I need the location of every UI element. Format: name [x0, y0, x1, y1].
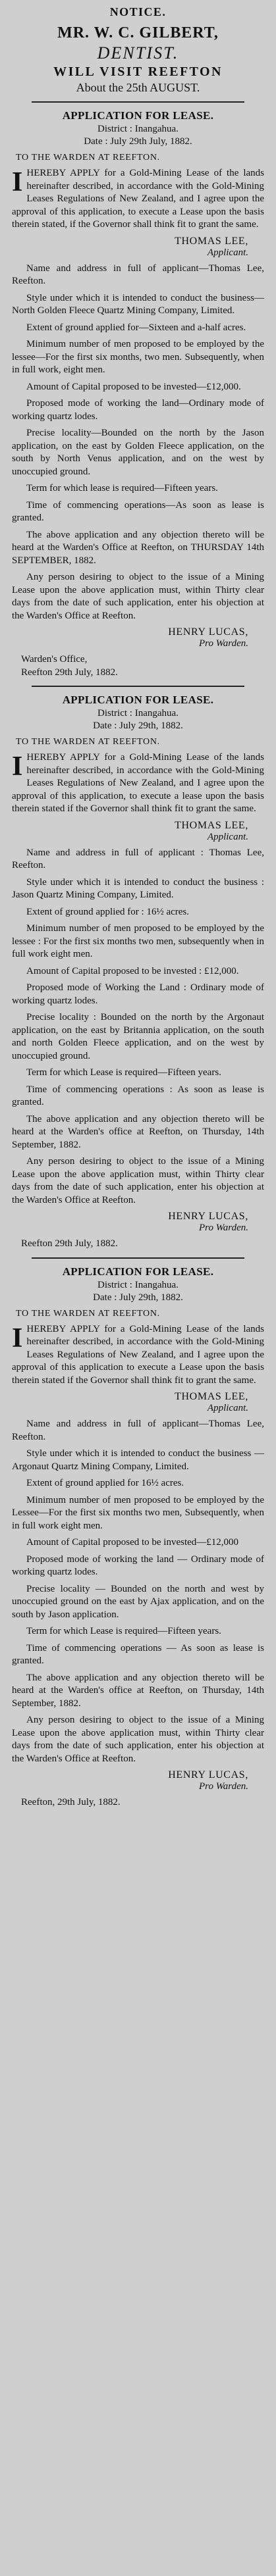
ad-title: APPLICATION FOR LEASE. [62, 109, 214, 122]
dentist-notice [12, 5, 264, 95]
notice-heading: NOTICE. [109, 5, 167, 18]
applicant-role: Applicant. [207, 831, 248, 842]
drop-cap: I [12, 167, 23, 197]
lease-application-1 [12, 109, 264, 679]
ad-date: Date : July 29th July, 1882. [84, 136, 192, 147]
ad-paragraph: The above application and any objection thereto will be heard at the Warden's office at Reefton, on Thursday, 14th September, 1882. [12, 1672, 264, 1709]
visit-line: WILL VISIT REEFTON [53, 64, 223, 79]
ad-date: Date : July 29th, 1882. [93, 720, 183, 731]
visit-date: About the 25th AUGUST. [76, 81, 200, 94]
lease-application-2 [12, 694, 264, 1251]
ad-paragraph: The above application and any objection thereto will be heard at the Warden's Office at Reefton, on THURSDAY 14th SEPTEMBER, 1882. [12, 529, 264, 566]
lease-application-3 [12, 1265, 264, 1809]
drop-cap: I [12, 1323, 23, 1353]
ad-paragraph: Any person desiring to object to the issue of a Mining Lease upon the above application must, within Thirty clear days from the date of such application, enter his objection at the Warden's Office at Reefton. [12, 1715, 264, 1764]
ad-title: APPLICATION FOR LEASE. [62, 694, 214, 706]
applicant-signature: THOMAS LEE, [175, 235, 248, 247]
divider [32, 686, 244, 687]
drop-cap: I [12, 751, 23, 782]
office-date: Reefton, 29th July, 1882. [21, 1797, 121, 1807]
ad-paragraph: Name and address in full of applicant—Thomas Lee, Reefton. [12, 1419, 264, 1442]
ad-paragraph: Style under which it is intended to conduct the business—North Golden Fleece Quartz Mining Company, Limited. [12, 292, 264, 316]
ad-addressee: TO THE WARDEN AT REEFTON. [16, 1308, 160, 1319]
ad-paragraph: HEREBY APPLY for a Gold-Mining Lease of the lands hereinafter described, in accordance with the Gold-Mining Leases Regulations of New Zealand, and I agree upon the approval of this application, to execute a lease upon the basis therein stated if the Governor shall think fit to grant the same. [12, 752, 264, 814]
warden-role: Pro Warden. [199, 638, 248, 649]
ad-paragraph: Extent of ground applied for—Sixteen and a-half acres. [26, 322, 246, 333]
ad-paragraph: Extent of ground applied for : 16½ acres. [26, 906, 190, 917]
divider [32, 101, 244, 103]
ad-paragraph: Term for which Lease is required—Fifteen years. [26, 1626, 221, 1636]
ad-paragraph: Minimum number of men proposed to be employed by the lessee—For the first six months, two men. Subsequently, when in full work, eight men. [12, 339, 264, 375]
applicant-role: Applicant. [207, 1403, 248, 1413]
warden-role: Pro Warden. [199, 1223, 248, 1233]
warden-signature: HENRY LUCAS, [168, 1769, 248, 1780]
ad-district: District : Inangahua. [97, 124, 179, 134]
ad-body-opening [12, 1323, 264, 1388]
ad-paragraph: Precise locality — Bounded on the north and west by unoccupied ground on the east by Ajax application, and on the south by Jason application. [12, 1583, 264, 1620]
dentist-name: MR. W. C. GILBERT, [57, 24, 219, 41]
ad-paragraph: Time of commencing operations—As soon as lease is granted. [12, 499, 264, 523]
ad-paragraph: HEREBY APPLY for a Gold-Mining Lease of the lands hereinafter described, in accordance with the Gold-Mining Leases Regulations of New Zealand, and I agree upon the approval of this application, to execute a Lease upon the basis therein stated, if the Governor shall think fit to grant the same. [12, 168, 264, 230]
ad-paragraph: Minimum number of men proposed to be employed by the Lessee—For the first six months two men, Subsequently, when in full work eight men. [12, 1494, 264, 1531]
ad-body-opening [12, 167, 264, 232]
ad-district: District : Inangahua. [97, 1279, 179, 1290]
ad-paragraph: Name and address in full of applicant : Thomas Lee, Reefton. [12, 847, 264, 871]
divider [32, 1257, 244, 1259]
ad-paragraph: Precise locality—Bounded on the north by the Jason application, on the east by Golden Fleece application, on the south by North Venus application, and on the west by unoccupied ground. [12, 428, 264, 477]
ad-paragraph: Style under which it is intended to conduct the business — Argonaut Quartz Mining Company, Limited. [12, 1448, 264, 1472]
ad-paragraph: Any person desiring to object to the issue of a Mining Lease upon the above application must, within Thirty clear days from the date of such application, enter his objection at the Warden's Office at Reefton. [12, 1156, 264, 1205]
ad-paragraph: Precise locality : Bounded on the north by the Argonaut application, on the east by Britannia application, on the south and north Golden Fleece application, and on the west by unoccupied ground. [12, 1012, 264, 1061]
office-date: Reefton 29th July, 1882. [21, 667, 118, 678]
office-line: Warden's Office, [21, 654, 88, 665]
applicant-signature: THOMAS LEE, [175, 819, 248, 831]
ad-paragraph: The above application and any objection thereto will be heard at the Warden's office at Reefton, on Thursday, 14th September, 1882. [12, 1113, 264, 1150]
ad-paragraph: Any person desiring to object to the issue of a Mining Lease upon the above application must, within Thirty clear days from the date of such application, enter his objection at the Warden's Office at Reefton. [12, 572, 264, 621]
ad-paragraph: Time of commencing operations — As soon as lease is granted. [12, 1642, 264, 1666]
ad-paragraph: Time of commencing operations : As soon as lease is granted. [12, 1084, 264, 1107]
ad-addressee: TO THE WARDEN AT REEFTON. [16, 737, 160, 747]
ad-paragraph: Proposed mode of Working the Land : Ordinary mode of working quartz lodes. [12, 982, 264, 1006]
warden-signature: HENRY LUCAS, [168, 626, 248, 638]
office-date: Reefton 29th July, 1882. [21, 1238, 118, 1249]
ad-body-opening [12, 751, 264, 816]
ad-addressee: TO THE WARDEN AT REEFTON. [16, 153, 160, 163]
ad-paragraph: Style under which it is intended to conduct the business : Jason Quartz Mining Company, Limited. [12, 876, 264, 900]
ad-paragraph: HEREBY APPLY for a Gold-Mining Lease of the lands hereinafter described, in accordance with the Gold-Mining Leases Regulations of New Zealand, and I agree upon the approval of this application to execute a Lease upon the basis therein stated if the Governor shall think fit to grant the same. [12, 1323, 264, 1386]
ad-paragraph: Extent of ground applied for 16½ acres. [26, 1478, 184, 1488]
ad-paragraph: Amount of Capital proposed to be invested : £12,000. [26, 965, 239, 976]
ad-title: APPLICATION FOR LEASE. [62, 1265, 214, 1278]
applicant-role: Applicant. [207, 247, 248, 258]
applicant-signature: THOMAS LEE, [175, 1391, 248, 1402]
ad-date: Date : July 29th, 1882. [93, 1292, 183, 1303]
warden-signature: HENRY LUCAS, [168, 1211, 248, 1222]
ad-paragraph: Amount of Capital proposed to be invested—£12,000 [26, 1537, 239, 1548]
ad-paragraph: Term for which Lease is required—Fifteen years. [26, 1067, 221, 1078]
ad-paragraph: Term for which lease is required—Fifteen years. [26, 483, 218, 493]
dentist-profession: DENTIST. [97, 43, 179, 63]
ad-district: District : Inangahua. [97, 708, 179, 719]
ad-paragraph: Proposed mode of working the land—Ordinary mode of working quartz lodes. [12, 398, 264, 422]
ad-paragraph: Minimum number of men proposed to be employed by the lessee : For the first six months two men, subsequently when in full work eight men. [12, 923, 264, 959]
warden-role: Pro Warden. [199, 1781, 248, 1792]
ad-paragraph: Amount of Capital proposed to be invested—£12,000. [26, 381, 241, 392]
ad-paragraph: Name and address in full of applicant—Thomas Lee, Reefton. [12, 263, 264, 286]
ad-paragraph: Proposed mode of working the land — Ordinary mode of working quartz lodes. [12, 1553, 264, 1577]
